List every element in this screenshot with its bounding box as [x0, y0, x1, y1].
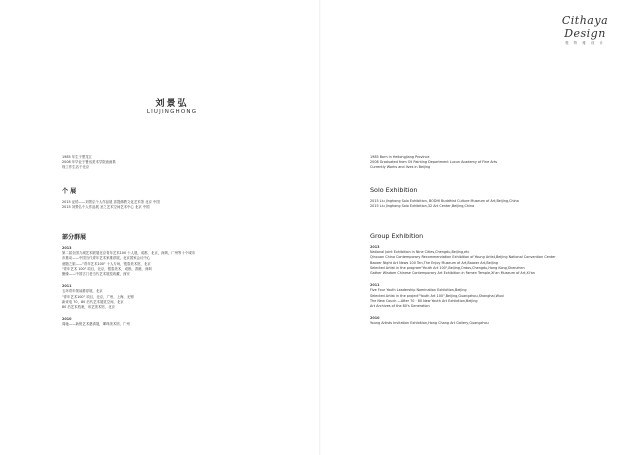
- logo-script: Cithaya Design: [561, 14, 609, 40]
- bio-line: 1985 年生于黑龙江: [62, 155, 93, 159]
- artist-name-en: LIUJINGHONG: [146, 109, 198, 115]
- list-item: 周驰——新锐艺术邀请展，琿珠美术馆，广州: [62, 322, 130, 327]
- year-label: 2010: [62, 317, 72, 322]
- list-item: The New Couch —After 70 · 80 New Youth Art Exhibition,Beijing: [370, 298, 478, 303]
- list-item: 2015 证悟——刘景弘个人作品展 菩提佛教文化艺术馆 北京 中国: [62, 200, 160, 204]
- year-label: 2011: [62, 284, 72, 289]
- section-heading: 个 展: [62, 188, 77, 195]
- list-item: 五环青年领袖推荐展，北京: [62, 289, 103, 294]
- bio-en: [370, 155, 497, 171]
- list-item: 聚缘——中国古门老当代艺术展览收藏，西安: [62, 272, 130, 277]
- list-item: National Joint Exhibition in Nine Cities,Chengdu,Beijing,etc: [370, 250, 470, 255]
- list-item: Qinxuan China Contemporary Recommendation Exhibition of Young Artist,Beijing National Convention Center: [370, 255, 556, 260]
- list-item: "青年艺术 100" 项目，北京，银泰美术，成都，香港，深圳: [62, 266, 152, 271]
- bio-line: 2008 Graduated from Oil Painting Department Luxun Academy of Fine Arts: [370, 160, 498, 165]
- list-item: Baoxer Night Art News 100 Ten,The Enjoy Museum of Art,Baoxer Art,Beijing: [370, 260, 498, 265]
- list-item: 市推动——中国当代青年艺术家推荐展，北京国家会议中心: [62, 256, 151, 261]
- list-item: 2015 刘景弘个人作品展 圣之艺术空间艺术中心 北京 中国: [62, 205, 150, 210]
- bio-line: 现工作生活于北京: [62, 165, 90, 170]
- list-item: 第二届全国九城艺术联展北京青年艺术100 十人展，成都，北京，深圳，广州等十个城市: [62, 251, 195, 256]
- list-item: Selected Artist in the project"Youth Art 100",Beijing,Guangzhou,Shanghai,Wuxi: [370, 293, 504, 298]
- section-heading: Group Exhibition: [370, 232, 424, 240]
- list-item: "青年艺术100" 项目，北京，广州，上海，无锡: [62, 294, 134, 299]
- page-gutter: [319, 0, 321, 455]
- list-item: 2015 Liu Jinghong Solo Exhibition, BODHI Buddhist Culture Museum of Art,Beijing,China: [370, 199, 519, 203]
- solo-en-section: [370, 186, 519, 209]
- list-item: 80 后艺术档案，帝艺美术馆，北京: [62, 305, 115, 310]
- group-cn-section: [62, 232, 195, 328]
- section-heading: Solo Exhibition: [370, 186, 418, 194]
- list-item: 2015 Liu Jinghong Solo Exhibition,32 Art Center,Beijing,China: [370, 204, 475, 209]
- list-item: 意随之旅——"青年艺术100" 十人专场，银泰美术馆，北京: [62, 261, 151, 266]
- list-item: Young Artists Invitation Exhibition,Hong Chang Art Gallery,Guangzhou: [370, 321, 489, 326]
- bio-line: Currently Works and lives in Beijing: [370, 165, 431, 170]
- bio-cn: [62, 155, 116, 171]
- list-item: Selected Artist in the program"Youth Art 100",Beijing,Ordos,Chengdu,Hong Kong,Shenzhen: [370, 265, 525, 270]
- year-label: 2010: [370, 316, 380, 321]
- logo-subtitle: 观 特 雅 设 计: [565, 41, 605, 45]
- bio-line: 1985 Born in Heilongjiang Province: [370, 155, 430, 159]
- list-item: 新来电 70，80 后代艺术展览空间，北京: [62, 299, 124, 304]
- list-item: Gather Wisdom Chinese Contemporary Art Exhibition in Famen Temple,Xi'an Museum of Art,Xi'an: [370, 271, 535, 276]
- year-label: 2011: [370, 283, 380, 288]
- artist-name-cn: 刘景弘: [155, 99, 189, 109]
- section-heading: 部分群展: [62, 234, 87, 241]
- list-item: Art Archives of the 80's Generation: [370, 304, 430, 309]
- bio-line: 2008 年毕业于鲁迅美术学院油画系: [62, 160, 116, 165]
- brand-logo: [545, 14, 625, 46]
- year-label: 2013: [62, 246, 72, 250]
- group-en-section: [370, 232, 556, 327]
- solo-cn-section: [62, 186, 160, 210]
- list-item: Five Four Youth Leadership Nomination Exhibition,Beijing: [370, 288, 467, 293]
- year-label: 2013: [370, 245, 380, 249]
